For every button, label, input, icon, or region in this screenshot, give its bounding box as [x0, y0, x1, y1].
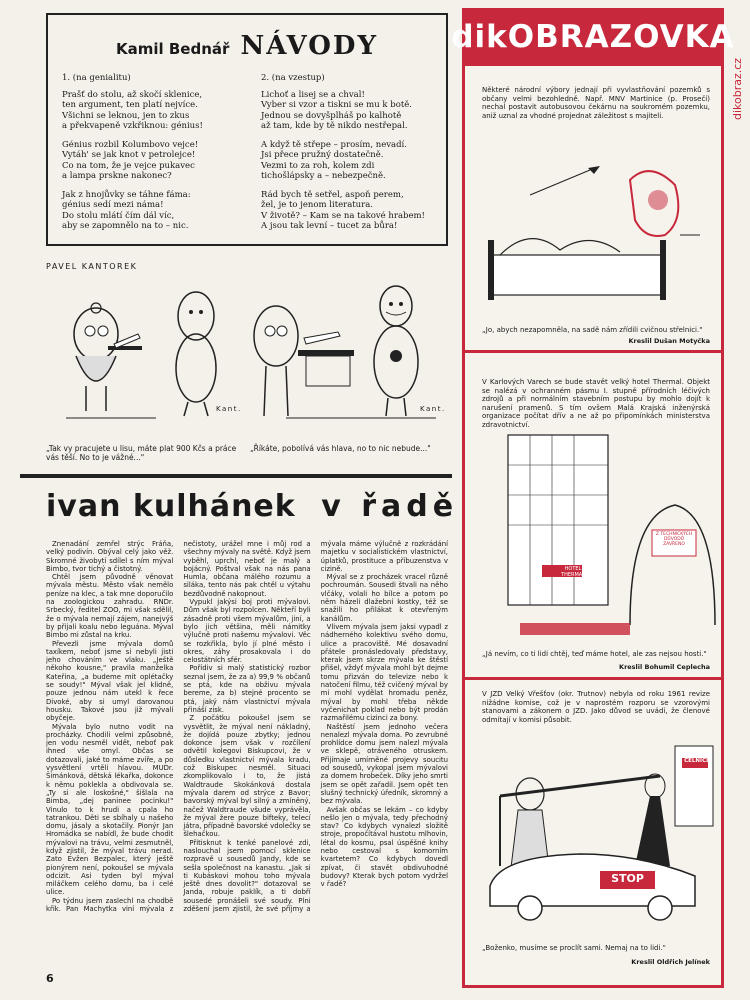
rubric-item-1-illustration — [470, 140, 718, 320]
article-paragraph: Po týdnu jsem zaslechl na chodbě křik. Pan Machytka viní mývala z nečistoty, urážel mne i můj rod a všechny mývaly na světě. Když jsem vyběhl, uprchl, neboť je malý a bojácný. Poštval však na nás pana Humla, občana málého rozumu a silákа, tento nás pak chtěl u výtahu bezdůvodně nakopnout. — [46, 540, 311, 914]
section-divider — [20, 474, 452, 478]
cartoon-signature: Kant. — [216, 405, 242, 413]
poem-stanza — [62, 140, 233, 182]
poem-line: Všichni se leknou, jen to zkus — [62, 110, 190, 121]
poem-author: Kamil Bednář — [115, 40, 230, 58]
article-paragraph: Chtěl jsem původně věnovat mývala městu. Město však nemělo peníze na klec, a tak mne doporučilo na zoologickou zahradu. RNDr. Srbecký, ředitel ZOO, mi však sdělil, že o mývala nemají zájem, nanejvýš by přijali koalu nebo leguána. Mýval Bimbo mi zůstal na krku. — [46, 573, 174, 640]
customs-sign: CELNICE — [684, 758, 710, 764]
poem-line: až tam, kde by tě nikdo nestřepal. — [261, 121, 408, 131]
page-number: 6 — [46, 972, 54, 985]
rubric-item-text: Některé národní výbory jednají při vyvlastňování pozemků s občany velmi bezohledně. Např. MNV Martinice (p. Prosečí) nechal postavit autobusovou čekárnu na soukromém pozemku, aniž uznal za vhodné projednat záležitost s majiteli. — [482, 86, 710, 120]
rubric-item-credit: Kreslil Dušan Motyčka — [628, 337, 710, 345]
poem-line: Jak z hnojůvky se táhne fáma: — [62, 189, 191, 200]
cartoon-artist: PAVEL KANTOREK — [46, 262, 138, 271]
poem-column-1 — [62, 73, 233, 240]
cartoon-signature: Kant. — [420, 405, 446, 413]
poem-line: Jednou se dovyšplháš po kalhotě — [261, 110, 402, 121]
poem-line: Vezmi to za roh, kolem zdi — [261, 160, 375, 171]
article-paragraph: Pořídiv si malý statistický rozbor seznal jsem, že za a) 99,9 % občanů se ptá, kde na obživu mývala bereme, za b) stejné procento se ptá, jaký nám vlastnictví mývala přináší zisk. — [183, 664, 311, 714]
rubric-title: dikOBRAZOVKA — [462, 8, 724, 66]
article-paragraph: Mýval se z procházek vracel různě pochroumán. Sousedi štvali na něho vlčáky, volali ho bílce a potom po něm házeli dlažební kostky, též se snažili ho přilákat k otevřeným kanálům. — [320, 573, 448, 623]
rubric-item-caption: „Jo, abych nezapomněla, na sadě nám zřídili cvičnou střelnici." — [482, 326, 703, 334]
article-paragraph: Naštěstí jsem jednoho večera nenalezl mývala doma. Po zevrubné prohlídce domu jsem nalezl mývala ve sklepě, otráveného otruskem. Přijímaje umírněné projevy soucitu od sousedů, vykopal jsem mývalovi za domem hrobeček. Díky jeho smrti jsem se opět zařadil. Jsem opět ten slušný technický úředník, skromný a bez mývala. — [320, 722, 448, 806]
article-title: v řadě — [321, 489, 459, 524]
poem-line: Rád bych tě setřel, aspoň perem, — [261, 189, 404, 200]
poem-line: tichošlápsky a – nebezpečně. — [261, 171, 386, 181]
site-watermark: dikobraz.cz — [731, 57, 744, 120]
rubric-item-text: V Karlových Varech se bude stavět velký hotel Thermal. Objekt se nalézá v ochranném pásmu I. stupně přírodních léčivých zdrojů a při normálním stavebním postupu by mohlo dojít k narušení pramenů. S tím ovšem Malá Krajská inženýrská organizace počítat dřív a ne až po připomínkách ministerstva zdravotnictví. — [482, 378, 710, 429]
poem-line: Lichoť a lisej se a chval! — [261, 89, 365, 100]
poem-line: A jsou tak levní – tucet za bůra! — [261, 221, 398, 231]
poem-box — [46, 13, 448, 246]
poem-header — [62, 31, 432, 61]
hotel-sign: HOTEL THERMAL — [561, 566, 585, 578]
poem-title: NÁVODY — [240, 31, 379, 61]
cartoon-left-illustration — [46, 276, 246, 426]
cartoon-left-caption: „Tak vy pracujete u lisu, máte plat 900 Kčs a práce vás těší. No to je vážné..." — [46, 444, 237, 462]
article-paragraph: Avšak občas se lekám – co kdyby nešlo jen o mývala, tedy přechodný stav? Co kdybych vynalezl složitě stroje, propočítával hustotu mlhovin, létal do kosmu, psal úspěšné knihy nebo cestoval s komorním kvartetem? Co kdybych dovedl zpívat, či stavět obdivuhodné budovy? Kterak bych potom vydržel v řadě? — [320, 805, 448, 889]
rubric-item-3-illustration — [470, 736, 718, 926]
rubric-item-caption: „Já nevím, co ti lidi chtěj, teď máme hotel, ale zas nejsou hosti." — [482, 650, 707, 658]
poem-line: ten argument, ten platí nejvíce. — [62, 100, 198, 110]
poem-line: Vytáh' se jak knot v petrolejce! — [62, 150, 196, 160]
article-paragraph: Převezli jsme mývala domů taxíkem, neboť jsme si nebyli jisti jeho chováním ve vlaku. „Ještě někoho kousne," pravila manželka Kateřina, „a budeme mít oplétačky se soudy!" Mýval však jel klidně, pouze jednou nám utekl k řece Divoké, aby si umyl darovanou housku. Takové jsou již mývalí obyčeje. — [46, 639, 174, 723]
cartoon-right-caption: „Říkáte, pobolívá vás hlava, no to nic nebude..." — [250, 444, 431, 453]
rubric-item-text: V JZD Velký Vřešťov (okr. Trutnov) nebyla od roku 1961 revize nižádne komise, což je v naprostém rozporu se vzorovými stanovami a zákonem o JZD. Jako důvod se uvádí, že členové odmítají v komisi působit. — [482, 690, 710, 724]
poem-line: Jsi přece pružný dostatečně. — [261, 150, 384, 160]
article-paragraph: Vlivem mývala jsem jaksi vypadl z nádherného kolektivu svého domu, ulice a pracoviště. Mé dosavadní přátele pronásledovaly představy, kterak jsem skrze mývala ke štěstí přišel, vždyť mývala mohl být dejme tomu přizván do televize nebo k natočení filmu, též cvičený mýval by mi mohl vydělat hromadu peněz, mýval by mohl třeba někde vyčenichat poklad nebo být prodán razmařilému cizinci za bony. — [320, 622, 448, 723]
poem-line: génius sedí mezi náma! — [62, 200, 164, 210]
article-paragraph: Vypukl jakýsi boj proti mývalovi. Dům však byl rozpolcen. Někteří byli zásadně proti všem mývalům, jiní, a bylo jich většina, měli námitky výlučně proti našemu mývalovi. Věc se rozkřikla, bylo jí plné město i okres, záhy prosakovala i do celostátních sfér. — [183, 598, 311, 665]
poem-column-2 — [261, 73, 432, 240]
cartoon-right-illustration — [246, 276, 446, 426]
poem-stanza — [62, 90, 233, 132]
rubric-item-caption: „Boženko, musíme se proclít sami. Nemaj na to lidi." — [482, 944, 666, 952]
poem-subtitle-1: 1. (na genialitu) — [62, 73, 131, 83]
poem-line: Vyber si vzor a tiskni se mu k botě. — [261, 100, 412, 110]
article-paragraph: Přitisknut k tenké panelové zdi, naslouchal jsem pomocí sklenice rozpravě u sousedů Jandy, kde se sešla společnost na kanastu. „Jak si ti Kubáskovi mohou toho mývala ještě dnes dovolit?" dotazoval se Janda, robuje paklík, a ti dobří sousedé pronášeli své soudy. Plni zděšení jsem zjistil, že své příjmy a mývala máme výlučně z rozkrádání majetku v socialistickém vlastnictví, úplatků, prostituce a příbuzenstva v cizině. — [183, 540, 448, 914]
article-paragraph: Mývala bylo nutno vodit na procházky. Chodili velmi způsobně, jen vodu nesměl vidět, neboť pak ihned vše omyl. Občas se dotazovali, jaké to máme zvíře, a po vysvětlení vrtěli hlavou. MUDr. Šimánková, dětská lékařka, dokonce k němu poklekla a obdivovala se. „Ty si ale loskošné," šišlala na Bimba, „dej paninee pocinku!" Vinulo to k hrudi a cpala ho tatrankou. Děti se sbíhaly u našeho domu, jásaly a skotačily. Pionýr Jan Hromádka se nabídl, že bude chodit mývalovi na trávu, velmi zesmutněl, když zjistil, že mýval trávu nerad. Zato Evžen Bezpalec, který ještě pionýrem není, pokoušel se mývala odcizit. Asi tyden byl mýval miláčkem celého domu, ba i celé ulice. — [46, 722, 174, 897]
poem-line: A když tě střepe – prosím, nevadí. — [261, 139, 407, 150]
poem-stanza — [261, 140, 432, 182]
article-author: ivan kulhánek — [46, 489, 296, 524]
poem-line: a překvapeně vzkřiknou: génius! — [62, 121, 203, 131]
poem-stanza — [62, 190, 233, 232]
poem-line: Do stolu mlátí čím dál víc, — [62, 210, 175, 221]
gate-sign: Z TECHNICKÝCH DŮVODŮ ZAVŘENO — [655, 532, 693, 547]
poem-line: Co na tom, že je vejce pukavec — [62, 160, 195, 171]
poem-line: aby se zapomnělo na to – nic. — [62, 221, 189, 231]
poem-columns — [62, 73, 432, 240]
poem-line: Prašť do stolu, až skočí sklenice, — [62, 89, 203, 100]
rubric-separator — [465, 350, 721, 353]
article-headline — [46, 489, 458, 524]
rubric-item-credit: Kreslil Bohumil Ceplecha — [619, 663, 710, 671]
poem-line: a lampa prskne nakonec? — [62, 171, 172, 181]
article-paragraph: Znenadání zemřel strýc Fráňa, velký podivín. Obýval celý jako věž. Skromné živobytí sdílel s ním mýval Bimbo, tvor tichý a čistotný. — [46, 540, 174, 573]
poem-line: Génius rozbil Kolumbovo vejce! — [62, 139, 199, 150]
poem-stanza — [261, 190, 432, 232]
rubric-separator — [465, 677, 721, 680]
poem-line: V životě? – Kam se na takové hrabem! — [261, 210, 425, 221]
rubric-item-credit: Kreslil Oldřich Jelínek — [631, 958, 710, 966]
poem-stanza — [261, 90, 432, 132]
poem-line: žel, je to jenom literatura. — [261, 200, 373, 210]
article-paragraph: Z počátku pokoušel jsem se vysvětlit, že mýval není nákladný, že dojídá pouze zbytky; jednou dokonce jsem však v rozčílení odvětil kolegovi Biskupcovi, že v důsledku vlastnictví mývala kradu, což Biskupec nesměl. Situaci zkomplikovalo i to, že jistá Waldtraude Skokánková dostala mývala darem od strýce z Bavor; bavorský mýval byl silný a zmíněný, načež Waldtraude všude vyprávěla, že mýval žere pouze bifteky, telecí játra, případně bavorské vdolečky se šlehačkou. — [183, 714, 311, 839]
stop-sign: STOP — [611, 872, 644, 885]
article-body — [46, 540, 448, 972]
poem-subtitle-2: 2. (na vzestup) — [261, 73, 325, 83]
